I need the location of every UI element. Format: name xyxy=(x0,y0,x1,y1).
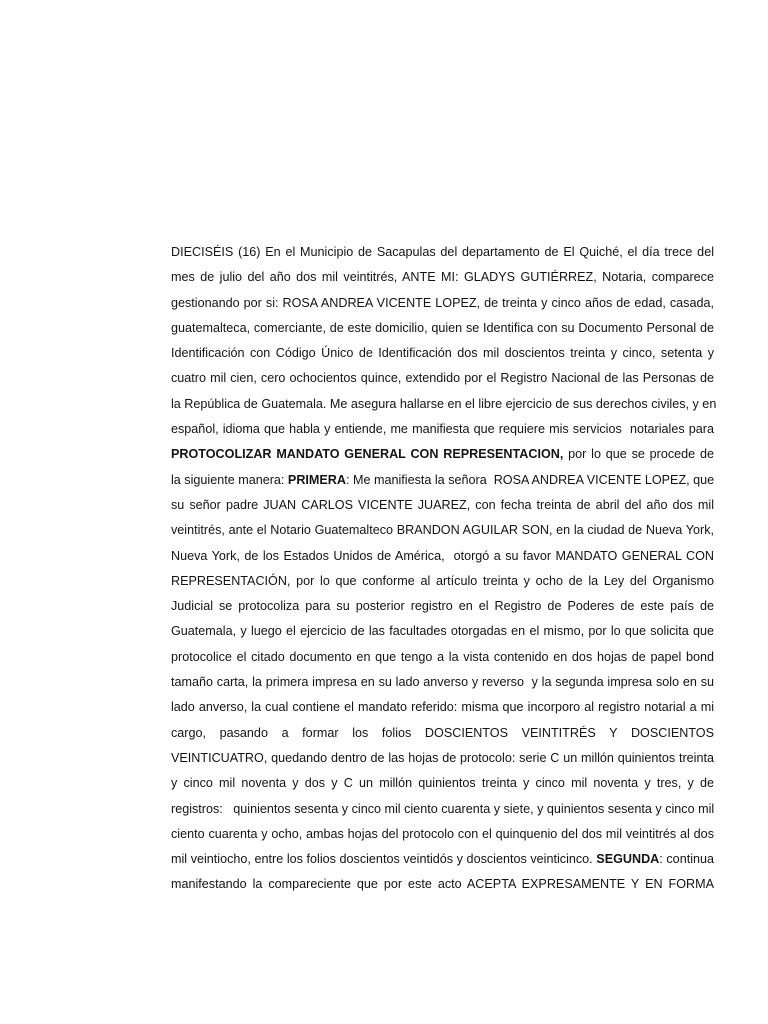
text-line xyxy=(171,417,714,442)
bold-text-segment: SEGUNDA xyxy=(596,852,660,867)
text-segment: : Me manifiesta la señora ROSA ANDREA VICENTE LOPEZ, que xyxy=(346,472,715,487)
text-segment: la República de Guatemala. Me asegura hallarse en el libre ejercicio de sus derechos civiles, y en xyxy=(171,396,717,411)
text-segment: Identificación con Código Único de Identificación dos mil doscientos treinta y cinco, setenta y xyxy=(171,346,714,361)
text-line xyxy=(171,493,714,518)
text-line xyxy=(171,240,714,265)
text-line xyxy=(171,670,714,695)
text-segment: ciento cuarenta y ocho, ambas hojas del protocolo con el quinquenio del dos mil veintitrés al dos xyxy=(171,826,714,841)
text-segment: DIECISÉIS (16) En el Municipio de Sacapulas del departamento de El Quiché, el día trece del xyxy=(171,245,714,259)
text-line xyxy=(171,392,717,417)
text-segment: la siguiente manera: xyxy=(171,472,288,487)
text-line xyxy=(171,721,714,746)
text-line xyxy=(171,695,714,720)
text-line xyxy=(171,797,714,822)
text-segment: mes de julio del año dos mil veintitrés, ANTE MI: GLADYS GUTIÉRREZ, Notaria, comparece xyxy=(171,270,714,285)
text-segment: registros: quinientos sesenta y cinco mil ciento cuarenta y siete, y quinientos sesenta y cinco mil xyxy=(171,801,715,816)
bold-text-segment: PROTOCOLIZAR MANDATO GENERAL CON REPRESENTACION, xyxy=(171,447,564,462)
text-line xyxy=(171,619,714,644)
text-line xyxy=(171,771,714,796)
text-segment: veintitrés, ante el Notario Guatemalteco BRANDON AGUILAR SON, en la ciudad de Nueva York, xyxy=(171,523,714,538)
text-segment: cargo, pasando a formar los folios DOSCIENTOS VEINTITRÉS Y DOSCIENTOS xyxy=(171,725,714,740)
text-line xyxy=(171,822,714,847)
text-segment: español, idioma que habla y entiende, me manifiesta que requiere mis servicios notariales para xyxy=(171,422,714,437)
text-segment: cuatro mil cien, cero ochocientos quince, extendido por el Registro Nacional de las Personas de xyxy=(171,371,714,386)
text-line xyxy=(171,847,714,872)
text-line xyxy=(171,468,714,493)
text-segment: y cinco mil noventa y dos y C un millón quinientos treinta y cinco mil noventa y tres, y de xyxy=(171,776,714,791)
text-segment: gestionando por si: ROSA ANDREA VICENTE LOPEZ, de treinta y cinco años de edad, casada, xyxy=(171,295,714,310)
text-segment: Judicial se protocoliza para su posterior registro en el Registro de Poderes de este país de xyxy=(171,599,714,614)
text-segment: su señor padre JUAN CARLOS VICENTE JUAREZ, con fecha treinta de abril del año dos mil xyxy=(171,497,714,512)
text-segment: tamaño carta, la primera impresa en su lado anverso y reverso y la segunda impresa solo en su xyxy=(171,675,714,690)
text-segment: Guatemala, y luego el ejercicio de las facultades otorgadas en el mismo, por lo que solicita que xyxy=(171,624,714,639)
text-segment: Nueva York, de los Estados Unidos de América, otorgó a su favor MANDATO GENERAL CON xyxy=(171,548,714,563)
text-line xyxy=(171,366,714,391)
text-line xyxy=(171,544,714,569)
text-line xyxy=(171,594,714,619)
text-line xyxy=(171,518,714,543)
text-line xyxy=(171,442,714,467)
text-segment: mil veintiocho, entre los folios doscientos veintidós y doscientos veinticinco. xyxy=(171,852,597,867)
text-line xyxy=(171,746,714,771)
text-segment: lado anverso, la cual contiene el mandato referido: misma que incorporo al registro notarial a mi xyxy=(171,700,714,715)
text-segment: por lo que se procede de xyxy=(563,447,714,462)
text-segment: VEINTICUATRO, quedando dentro de las hojas de protocolo: serie C un millón quinientos treinta xyxy=(171,750,714,765)
text-line xyxy=(171,341,714,366)
text-segment: protocolice el citado documento en que tengo a la vista contenido en dos hojas de papel bond xyxy=(171,649,714,664)
text-line xyxy=(171,316,714,341)
document-body-text xyxy=(171,240,717,898)
text-line xyxy=(171,645,714,670)
text-segment: : continua xyxy=(659,852,715,867)
text-line xyxy=(171,872,714,897)
text-segment: manifestando la compareciente que por este acto ACEPTA EXPRESAMENTE Y EN FORMA xyxy=(171,877,714,892)
text-line xyxy=(171,291,714,316)
text-line xyxy=(171,265,714,290)
text-segment: guatemalteca, comerciante, de este domicilio, quien se Identifica con su Documento Personal de xyxy=(171,320,714,335)
text-line xyxy=(171,569,714,594)
text-segment: REPRESENTACIÓN, por lo que conforme al artículo treinta y ocho de la Ley del Organismo xyxy=(171,573,714,588)
bold-text-segment: PRIMERA xyxy=(287,472,346,487)
